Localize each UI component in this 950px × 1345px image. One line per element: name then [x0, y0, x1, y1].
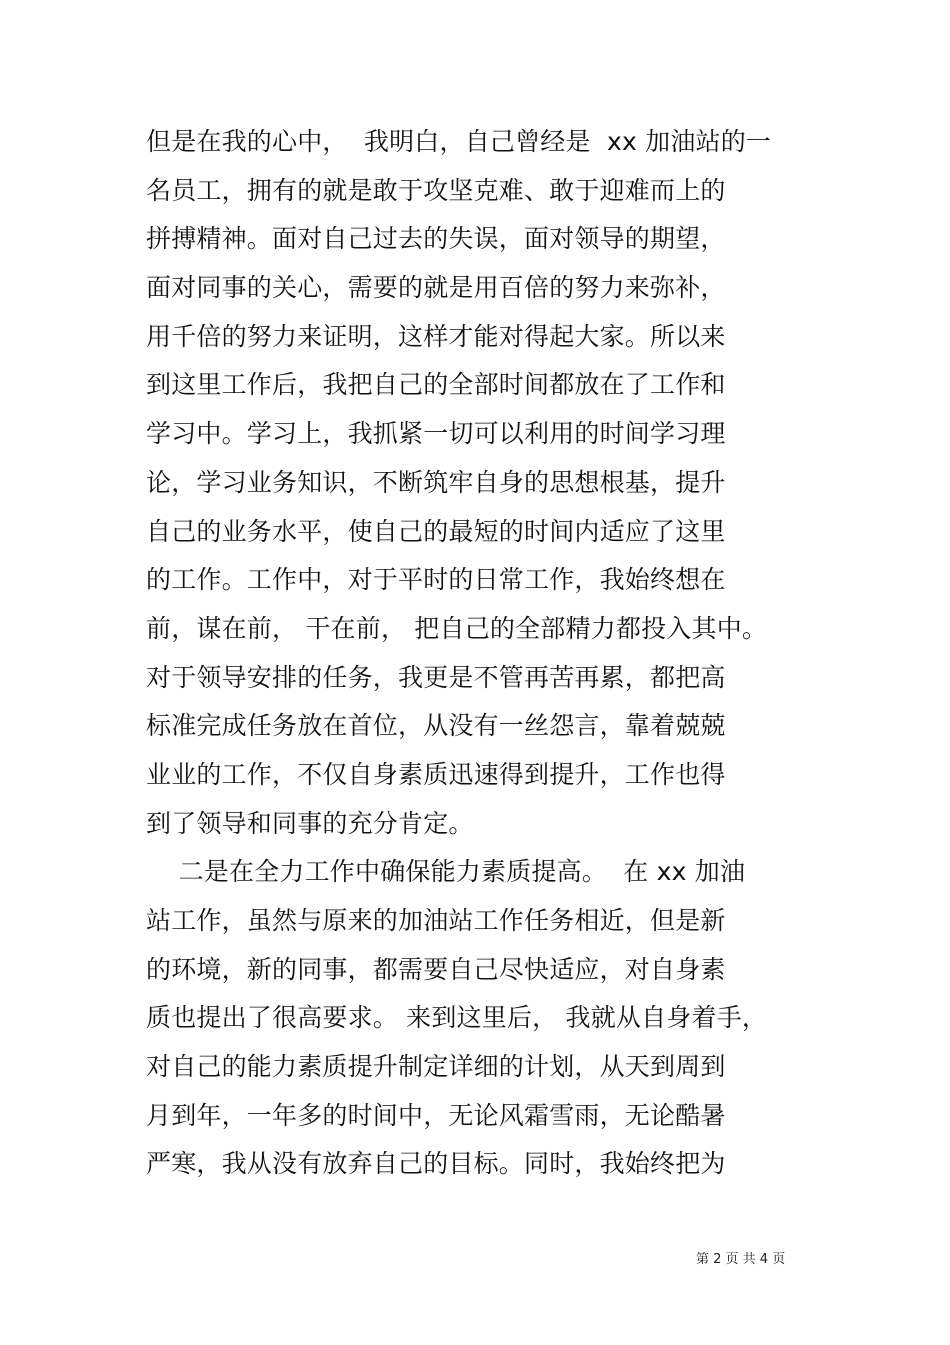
text-line: 二是在全力工作中确保能力素质提高。 在 xx 加油: [146, 857, 746, 887]
text-line: 但是在我的心中， 我明白，自己曾经是 xx 加油站的一: [146, 127, 772, 156]
document-body: [146, 118, 846, 1189]
text-line: 站工作，虽然与原来的加油站工作任务相近，但是新: [146, 906, 726, 935]
text-line: 业业的工作，不仅自身素质迅速得到提升，工作也得: [146, 759, 726, 789]
text-line: 对自己的能力素质提升制定详细的计划，从天到周到: [146, 1052, 726, 1082]
text-line: 拼搏精神。面对自己过去的失误，面对领导的期望，: [146, 224, 726, 254]
text-line: 质也提出了很高要求。 来到这里后， 我就从自身着手，: [146, 1003, 768, 1033]
text-line: 用千倍的努力来证明，这样才能对得起大家。所以来: [146, 321, 726, 351]
text-line: 学习中。学习上，我抓紧一切可以利用的时间学习理: [146, 419, 726, 449]
text-line: 名员工，拥有的就是敢于攻坚克难、敢于迎难而上的: [146, 175, 726, 205]
page-number-footer: 第 2 页 共 4 页: [696, 1252, 786, 1267]
text-line: 论，学习业务知识，不断筑牢自身的思想根基，提升: [146, 467, 726, 497]
text-line: 的工作。工作中，对于平时的日常工作，我始终想在: [146, 565, 726, 595]
text-line: 标准完成任务放在首位，从没有一丝怨言，靠着兢兢: [146, 711, 726, 741]
text-line: 对于领导安排的任务，我更是不管再苦再累，都把高: [146, 662, 726, 692]
text-line: 月到年，一年多的时间中，无论风霜雪雨，无论酷暑: [146, 1100, 726, 1130]
text-line: 到了领导和同事的充分肯定。: [146, 808, 474, 838]
text-line: 面对同事的关心，需要的就是用百倍的努力来弥补，: [146, 273, 726, 303]
text-line: 严寒，我从没有放弃自己的目标。同时，我始终把为: [146, 1149, 726, 1179]
text-line: 到这里工作后，我把自己的全部时间都放在了工作和: [146, 370, 726, 400]
text-line: 前，谋在前， 干在前， 把自己的全部精力都投入其中。: [146, 613, 768, 643]
text-line: 的环境，新的同事，都需要自己尽快适应，对自身素: [146, 954, 726, 984]
text-line: 自己的业务水平，使自己的最短的时间内适应了这里: [146, 516, 726, 546]
